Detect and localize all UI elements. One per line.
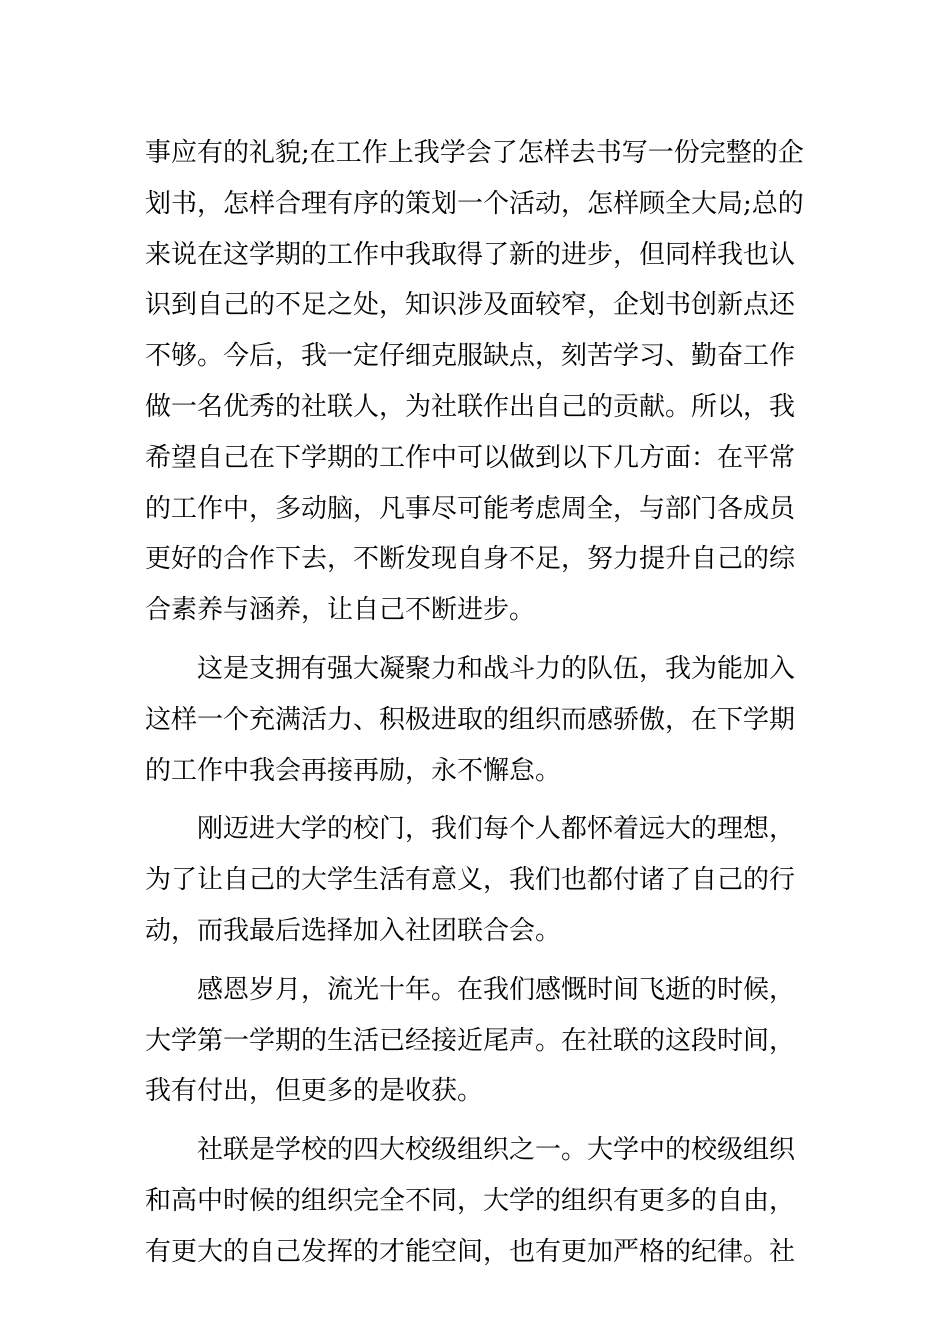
text-line: 的工作中我会再接再励，永不懈怠。	[145, 755, 562, 786]
paragraph-2	[145, 644, 810, 796]
text-line: 合素养与涵养，让自己不断进步。	[145, 595, 536, 626]
text-line: 划书，怎样合理有序的策划一个活动，怎样顾全大局;总的	[145, 188, 804, 219]
text-line: 大学第一学期的生活已经接近尾声。在社联的这段时间，	[145, 1025, 796, 1056]
paragraph-spacing	[145, 957, 810, 965]
text-line: 不够。今后，我一定仔细克服缺点，刻苦学习、勤奋工作	[145, 341, 796, 372]
text-line: 的工作中，多动脑，凡事尽可能考虑周全，与部门各成员	[145, 493, 796, 524]
text-line: 这是支拥有强大凝聚力和战斗力的队伍，我为能加入	[145, 653, 796, 684]
paragraph-spacing	[145, 636, 810, 644]
paragraph-5	[145, 1125, 810, 1277]
text-line: 刚迈进大学的校门，我们每个人都怀着远大的理想，	[145, 814, 796, 845]
text-line: 为了让自己的大学生活有意义，我们也都付诸了自己的行	[145, 865, 796, 896]
text-line: 识到自己的不足之处，知识涉及面较窄，企划书创新点还	[145, 290, 796, 321]
paragraph-3	[145, 804, 810, 956]
text-line: 更好的合作下去，不断发现自身不足，努力提升自己的综	[145, 544, 796, 575]
paragraph-1	[145, 128, 810, 636]
text-line: 希望自己在下学期的工作中可以做到以下几方面：在平常	[145, 442, 796, 473]
paragraph-spacing	[145, 796, 810, 804]
paragraph-spacing	[145, 1117, 810, 1125]
text-line: 这样一个充满活力、积极进取的组织而感骄傲，在下学期	[145, 704, 796, 735]
text-line: 动，而我最后选择加入社团联合会。	[145, 915, 562, 946]
text-line: 做一名优秀的社联人，为社联作出自己的贡献。所以，我	[145, 391, 796, 422]
text-line: 事应有的礼貌;在工作上我学会了怎样去书写一份完整的企	[145, 138, 804, 168]
text-line: 社联是学校的四大校级组织之一。大学中的校级组织	[145, 1135, 796, 1166]
document-body	[145, 128, 810, 1278]
paragraph-4	[145, 965, 810, 1117]
text-line: 来说在这学期的工作中我取得了新的进步，但同样我也认	[145, 239, 796, 270]
text-line: 感恩岁月，流光十年。在我们感慨时间飞逝的时候，	[145, 974, 796, 1005]
text-line: 和高中时候的组织完全不同，大学的组织有更多的自由，	[145, 1185, 796, 1216]
text-line: 有更大的自己发挥的才能空间，也有更加严格的纪律。社	[145, 1236, 796, 1267]
text-line: 我有付出，但更多的是收获。	[145, 1076, 484, 1107]
